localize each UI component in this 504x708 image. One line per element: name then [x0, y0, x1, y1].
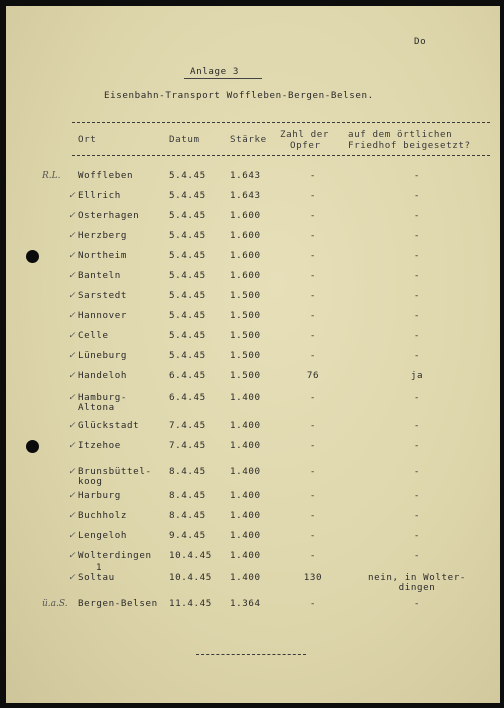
row-margin-mark: R.L. — [42, 171, 61, 181]
row-margin-mark: ✓ — [68, 211, 76, 221]
row-margin-mark: ✓ — [68, 331, 76, 341]
row-datum: 5.4.45 — [169, 210, 206, 221]
row-datum: 5.4.45 — [169, 350, 206, 361]
row-opfer: - — [309, 350, 317, 361]
row-friedhof: nein, in Wolter- — [367, 572, 467, 583]
punch-hole-bottom — [26, 440, 39, 453]
row-ort: Banteln — [78, 270, 121, 281]
row-opfer: - — [309, 466, 317, 477]
row-opfer: - — [309, 250, 317, 261]
row-staerke: 1.400 — [230, 530, 261, 541]
row-ort: Bergen-Belsen — [78, 598, 158, 609]
row-friedhof: - — [413, 392, 421, 403]
row-margin-mark: ✓ — [68, 393, 76, 403]
row-staerke: 1.400 — [230, 490, 261, 501]
row-staerke: 1.364 — [230, 598, 261, 609]
row-margin-mark: ü.a.S. — [42, 599, 68, 609]
row-datum: 9.4.45 — [169, 530, 206, 541]
row-datum: 5.4.45 — [169, 330, 206, 341]
row-margin-mark: ✓ — [68, 311, 76, 321]
row-friedhof: - — [413, 270, 421, 281]
row-ort: Hannover — [78, 310, 128, 321]
row-staerke: 1.500 — [230, 330, 261, 341]
row-opfer: - — [309, 530, 317, 541]
row-margin-mark: ✓ — [68, 231, 76, 241]
row-datum: 8.4.45 — [169, 510, 206, 521]
row-staerke: 1.500 — [230, 350, 261, 361]
row-ort: Osterhagen — [78, 210, 140, 221]
column-header-opfer-line1: Zahl der — [280, 129, 330, 140]
row-margin-mark: ✓ — [68, 251, 76, 261]
row-friedhof: - — [413, 190, 421, 201]
row-staerke: 1.400 — [230, 572, 261, 583]
punch-hole-top — [26, 250, 39, 263]
row-staerke: 1.643 — [230, 190, 261, 201]
row-staerke: 1.400 — [230, 550, 261, 561]
row-ort-continued: Altona — [78, 402, 115, 413]
document-title: Eisenbahn-Transport Woffleben-Bergen-Belsen. — [104, 90, 374, 101]
row-opfer: - — [309, 440, 317, 451]
row-opfer: - — [309, 550, 317, 561]
row-opfer: 130 — [303, 572, 323, 583]
row-opfer: - — [309, 290, 317, 301]
row-friedhof: - — [413, 210, 421, 221]
row-ort: Lengeloh — [78, 530, 128, 541]
row-datum: 8.4.45 — [169, 466, 206, 477]
row-margin-mark: ✓ — [68, 551, 76, 561]
row-datum: 6.4.45 — [169, 370, 206, 381]
row-staerke: 1.400 — [230, 420, 261, 431]
row-staerke: 1.600 — [230, 210, 261, 221]
row-datum: 5.4.45 — [169, 170, 206, 181]
row-ort: Wolterdingen — [78, 550, 152, 561]
row-ort: Ellrich — [78, 190, 121, 201]
row-margin-mark: ✓ — [68, 351, 76, 361]
row-datum: 5.4.45 — [169, 230, 206, 241]
row-ort: Glückstadt — [78, 420, 140, 431]
row-margin-mark: ✓ — [68, 467, 76, 477]
row-friedhof: - — [413, 330, 421, 341]
row-friedhof: - — [413, 598, 421, 609]
row-datum: 5.4.45 — [169, 310, 206, 321]
row-staerke: 1.600 — [230, 250, 261, 261]
row-datum: 7.4.45 — [169, 440, 206, 451]
column-header-friedhof-line1: auf dem örtlichen — [348, 129, 453, 140]
row-margin-mark: ✓ — [68, 531, 76, 541]
row-ort: Brunsbüttel- — [78, 466, 152, 477]
row-datum: 8.4.45 — [169, 490, 206, 501]
row-friedhof: - — [413, 420, 421, 431]
row-ort-continued: koog — [78, 476, 103, 487]
row-staerke: 1.500 — [230, 310, 261, 321]
row-friedhof: - — [413, 310, 421, 321]
row-opfer: - — [309, 230, 317, 241]
table-header-rule — [72, 155, 490, 156]
row-margin-mark: ✓ — [68, 271, 76, 281]
row-friedhof-continued: dingen — [398, 582, 436, 593]
row-ort: Buchholz — [78, 510, 128, 521]
row-ort: Soltau — [78, 572, 115, 583]
row-opfer: - — [309, 330, 317, 341]
row-opfer: - — [309, 510, 317, 521]
row-friedhof: - — [413, 466, 421, 477]
row-ort: Sarstedt — [78, 290, 128, 301]
soltau-note: 1 — [96, 562, 103, 573]
row-datum: 6.4.45 — [169, 392, 206, 403]
row-staerke: 1.500 — [230, 370, 261, 381]
row-opfer: - — [309, 598, 317, 609]
row-opfer: - — [309, 392, 317, 403]
corner-mark: Do — [414, 36, 427, 47]
closing-rule — [196, 654, 306, 655]
row-datum: 5.4.45 — [169, 290, 206, 301]
row-friedhof: ja — [410, 370, 424, 381]
row-ort: Handeloh — [78, 370, 128, 381]
row-datum: 7.4.45 — [169, 420, 206, 431]
row-opfer: 76 — [306, 370, 320, 381]
row-margin-mark: ✓ — [68, 441, 76, 451]
row-ort: Harburg — [78, 490, 121, 501]
row-staerke: 1.600 — [230, 270, 261, 281]
row-friedhof: - — [413, 490, 421, 501]
row-margin-mark: ✓ — [68, 291, 76, 301]
row-opfer: - — [309, 210, 317, 221]
row-datum: 5.4.45 — [169, 270, 206, 281]
row-margin-mark: ✓ — [68, 511, 76, 521]
row-ort: Hamburg- — [78, 392, 128, 403]
row-margin-mark: ✓ — [68, 491, 76, 501]
row-staerke: 1.400 — [230, 392, 261, 403]
row-ort: Herzberg — [78, 230, 128, 241]
annex-label: Anlage 3 — [190, 66, 240, 77]
table-top-rule — [72, 122, 490, 123]
row-ort: Celle — [78, 330, 109, 341]
column-header-staerke: Stärke — [230, 134, 267, 145]
row-ort: Lüneburg — [78, 350, 128, 361]
row-ort: Itzehoe — [78, 440, 121, 451]
row-friedhof: - — [413, 510, 421, 521]
row-margin-mark: ✓ — [68, 371, 76, 381]
row-friedhof: - — [413, 290, 421, 301]
row-friedhof: - — [413, 440, 421, 451]
row-opfer: - — [309, 170, 317, 181]
row-staerke: 1.500 — [230, 290, 261, 301]
row-staerke: 1.400 — [230, 440, 261, 451]
row-friedhof: - — [413, 230, 421, 241]
row-opfer: - — [309, 490, 317, 501]
row-friedhof: - — [413, 250, 421, 261]
row-datum: 10.4.45 — [169, 550, 212, 561]
row-datum: 11.4.45 — [169, 598, 212, 609]
row-opfer: - — [309, 190, 317, 201]
document-page — [6, 6, 500, 703]
row-datum: 5.4.45 — [169, 250, 206, 261]
row-opfer: - — [309, 270, 317, 281]
column-header-opfer-line2: Opfer — [290, 140, 321, 151]
row-staerke: 1.643 — [230, 170, 261, 181]
row-friedhof: - — [413, 530, 421, 541]
row-friedhof: - — [413, 350, 421, 361]
column-header-datum: Datum — [169, 134, 200, 145]
row-staerke: 1.400 — [230, 466, 261, 477]
row-margin-mark: ✓ — [68, 421, 76, 431]
annex-underline — [184, 78, 262, 79]
row-datum: 5.4.45 — [169, 190, 206, 201]
row-opfer: - — [309, 420, 317, 431]
row-friedhof: - — [413, 550, 421, 561]
row-friedhof: - — [413, 170, 421, 181]
row-staerke: 1.600 — [230, 230, 261, 241]
column-header-friedhof-line2: Friedhof beigesetzt? — [348, 140, 471, 151]
row-opfer: - — [309, 310, 317, 321]
row-ort: Northeim — [78, 250, 128, 261]
row-ort: Woffleben — [78, 170, 134, 181]
row-margin-mark: ✓ — [68, 191, 76, 201]
row-datum: 10.4.45 — [169, 572, 212, 583]
column-header-ort: Ort — [78, 134, 97, 145]
row-margin-mark: ✓ — [68, 573, 76, 583]
row-staerke: 1.400 — [230, 510, 261, 521]
